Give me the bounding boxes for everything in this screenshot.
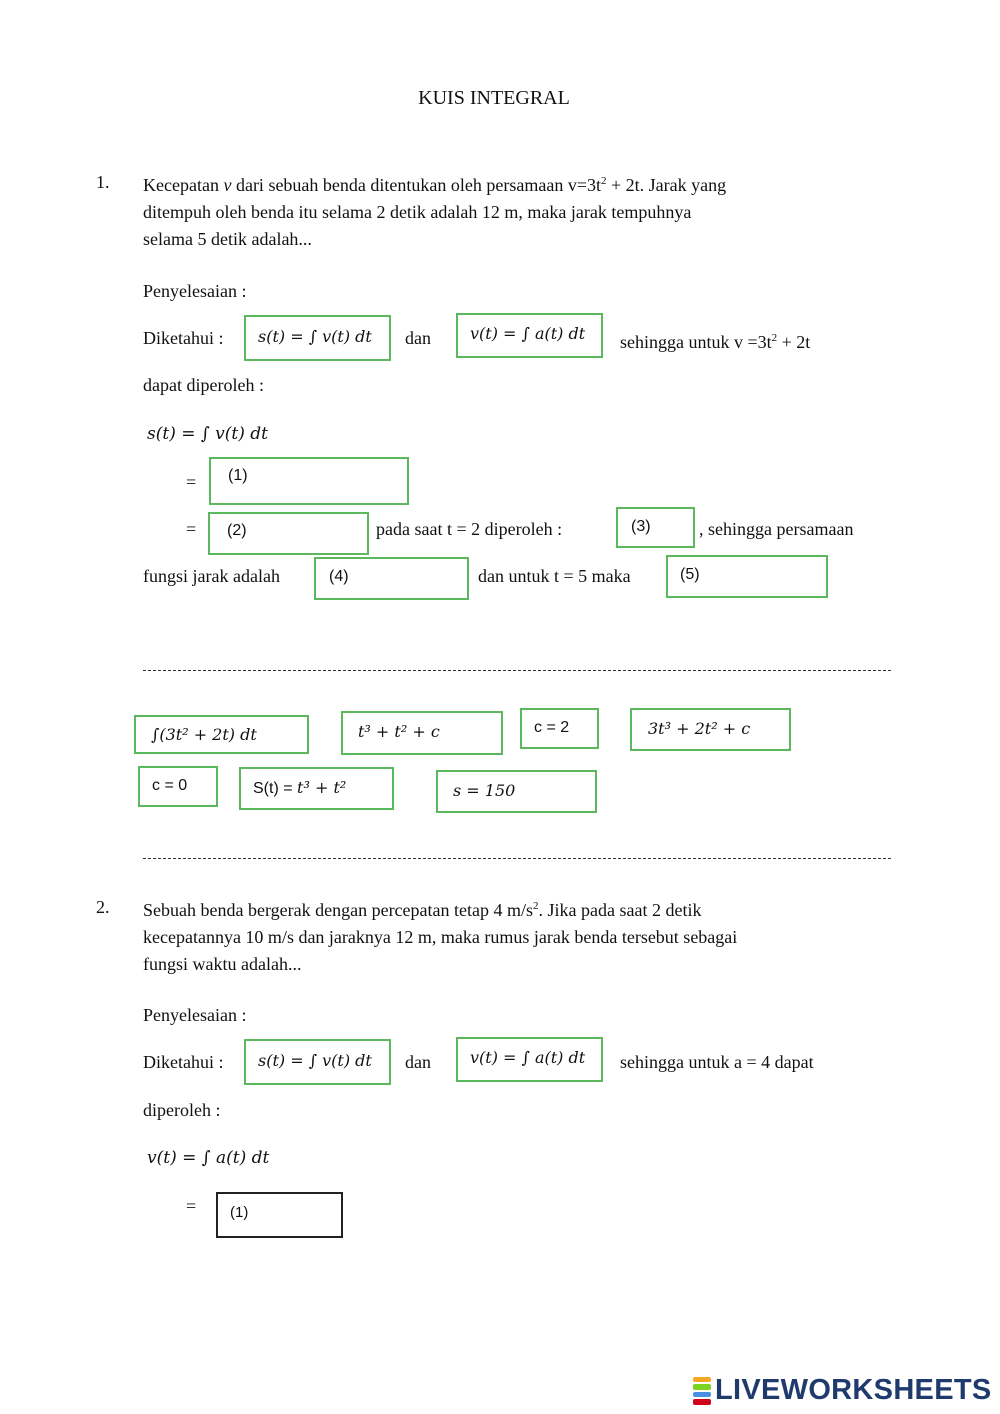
option-5-label: c = 0 bbox=[152, 777, 188, 794]
q1-pada-saat: pada saat t = 2 diperoleh : bbox=[376, 519, 563, 539]
q1-number: 1. bbox=[96, 172, 110, 192]
option-7-label: s = 150 bbox=[453, 781, 516, 800]
logo-bar-1 bbox=[693, 1377, 711, 1383]
q1-blank-3-label: (3) bbox=[631, 518, 651, 535]
q2-sehingga: sehingga untuk a = 4 dapat bbox=[620, 1052, 814, 1072]
q1-question: Kecepatan v dari sebuah benda ditentukan oleh persamaan $v=3t^2 + 2t$. Jarak yang ditempuh oleh benda itu selama 2 detik adalah 12 m, maka jarak tempuhnya selama 5 detik adalah... bbox=[143, 175, 727, 249]
q2-dan: dan bbox=[405, 1052, 431, 1072]
q2-formula-v: v(t) = ∫ a(t) dt bbox=[470, 1048, 586, 1067]
q1-diketahui-label: Diketahui : bbox=[143, 328, 224, 348]
option-6-label: S(t) = t³ + t² bbox=[253, 778, 347, 797]
q2-diketahui-label: Diketahui : bbox=[143, 1052, 224, 1072]
q2-penyelesaian-label: Penyelesaian : bbox=[143, 1005, 247, 1025]
liveworksheets-mark-icon bbox=[693, 1376, 711, 1406]
q2-diperoleh: diperoleh : bbox=[143, 1100, 221, 1120]
q1-penyelesaian-label: Penyelesaian : bbox=[143, 281, 247, 301]
q1-blank-5-label: (5) bbox=[680, 566, 700, 583]
q1-fungsi-jarak: fungsi jarak adalah bbox=[143, 566, 280, 586]
q1-blank-1-label: (1) bbox=[228, 467, 248, 484]
q1-dan-untuk: dan untuk t = 5 maka bbox=[478, 566, 631, 586]
q1-dan: dan bbox=[405, 328, 431, 348]
logo-bar-4 bbox=[693, 1399, 711, 1405]
option-1-label: ∫(3t² + 2t) dt bbox=[151, 725, 257, 744]
logo-bar-2 bbox=[693, 1384, 711, 1390]
q2-number: 2. bbox=[96, 897, 110, 917]
liveworksheets-brand: LIVEWORKSHEETS bbox=[715, 1374, 992, 1406]
q1-sehingga-persamaan: , sehingga persamaan bbox=[699, 519, 854, 539]
liveworksheets-logo bbox=[693, 1374, 992, 1407]
option-3-label: c = 2 bbox=[534, 719, 570, 736]
q1-formula-s: s(t) = ∫ v(t) dt bbox=[258, 327, 372, 346]
q1-equals-1: = bbox=[186, 472, 197, 492]
q1-formula-v: v(t) = ∫ a(t) dt bbox=[470, 324, 586, 343]
page-title: KUIS INTEGRAL bbox=[418, 87, 570, 109]
q1-equals-2: = bbox=[186, 519, 197, 539]
q2-blank-1-label: (1) bbox=[230, 1204, 249, 1221]
logo-bar-3 bbox=[693, 1392, 711, 1398]
q2-formula-s: s(t) = ∫ v(t) dt bbox=[258, 1051, 372, 1070]
option-4-label: 3t³ + 2t² + c bbox=[648, 719, 751, 738]
divider-bottom bbox=[143, 858, 891, 859]
q2-equation-main: v(t) = ∫ a(t) dt bbox=[147, 1148, 270, 1168]
q1-equation-main: s(t) = ∫ v(t) dt bbox=[147, 424, 268, 444]
q1-blank-2-label: (2) bbox=[227, 522, 247, 539]
q1-blank-3[interactable] bbox=[616, 507, 695, 548]
q1-sehingga: sehingga untuk $v =3t^2 + 2t$ bbox=[620, 332, 811, 352]
q1-blank-4-label: (4) bbox=[329, 568, 349, 585]
q2-question: Sebuah benda bergerak dengan percepatan tetap 4 $m/s^2$. Jika pada saat 2 detik kecepatannya 10 m/s dan jaraknya 12 m, maka rumus jarak benda tersebut sebagai fungsi waktu adalah... bbox=[143, 900, 738, 974]
option-2-label: t³ + t² + c bbox=[358, 722, 440, 741]
q2-equals-1: = bbox=[186, 1196, 197, 1216]
q1-dapat-diperoleh: dapat diperoleh : bbox=[143, 375, 264, 395]
divider-top bbox=[143, 670, 891, 671]
